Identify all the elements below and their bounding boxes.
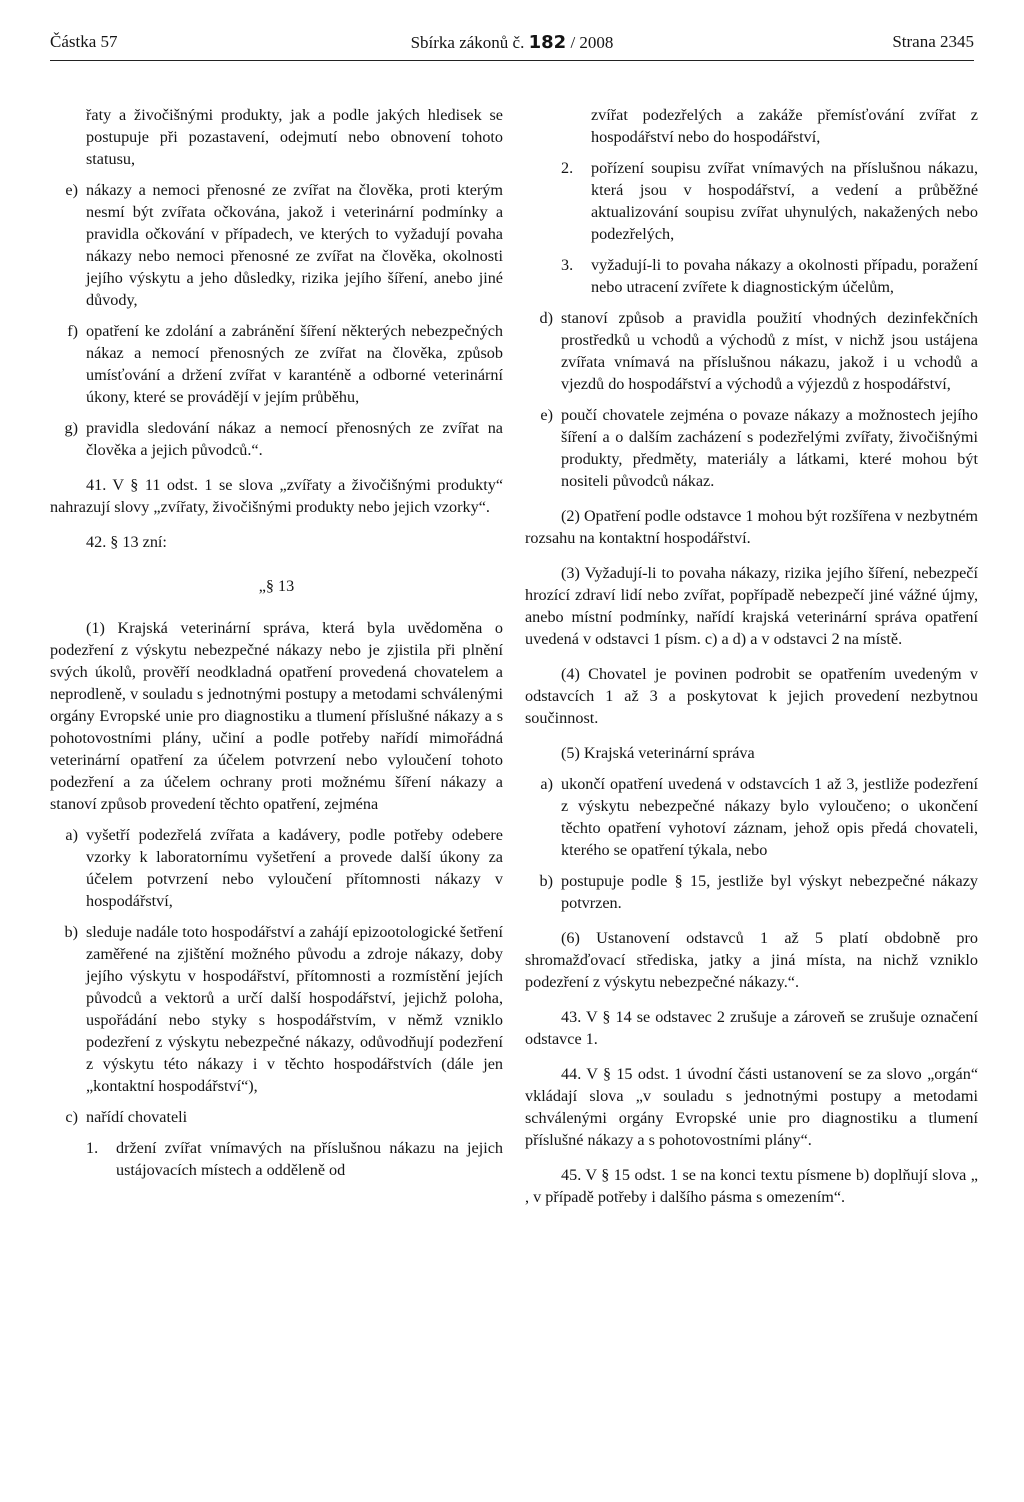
list-item-text: poučí chovatele zejména o povaze nákazy a možnostech jejího šíření a o dalším zacházení s podezřelými zvířaty, živočišnými produkty, předměty, materiály a látkami, které mohou být nositeli původců nákaz. [561,406,978,490]
list-item-text: sleduje nadále toto hospodářství a zahájí epizootologické šetření zaměřené na zjištění možného původu a zdroje nákazy, doby jejího výskytu v hospodářství, přítomnosti a rozmístění jejích původců a vektorů a určí další hospodářství, jejichž poloha, uspořádání nebo styky s hospodářstvím, v němž vzniklo podezření z výskytu nebezpečné nákazy, odůvodňují podezření z výskytu této nákazy i v těchto hospodářstvích (dále jen „kontaktní hospodářství“), [86,923,503,1095]
section-paragraph-1: (1) Krajská veterinární správa, která byla uvědoměna o podezření z výskytu nebezpečné nákazy nebo je zjistila při plnění svých úkolů, prověří neodkladná opatření provedená chovatelem a neprodleně, v souladu s jednotnými postupy a metodami schválenými orgány Evropské unie pro diagnostiku a tlumení příslušné nákazy a s pohotovostními plány, učiní a podle potřeby nařídí mimořádná veterinární opatření za účelem potvrzení nebo vyloučení tohoto podezření a za účelem ochrany proti možnému šíření nákazy a stanoví způsob provedení těchto opatření, zejména [50,619,503,813]
sub-item-text: držení zvířat vnímavých na příslušnou nákazu na jejich ustájovacích místech a odděleně od [116,1139,503,1179]
list-item-text: stanoví způsob a pravidla použití vhodných dezinfekčních prostředků u vchodů a východů z míst, v nichž jsou ustájena zvířata vnímavá na příslušnou nákazu, jakož i u vchodů a vjezdů do hospodářství a východů a výjezdů z hospodářství, [561,309,978,393]
sub-list-marker: 2. [561,159,574,177]
sub-item-continuation: zvířat podezřelých a zakáže přemísťování zvířat z hospodářství nebo do hospodářství, [591,106,978,146]
list-item-d [525,307,978,395]
sub-list-marker: 1. [86,1139,99,1157]
list-item-text: pravidla sledování nákaz a nemocí přenosných ze zvířat na člověka a jejich původců.“. [86,419,503,459]
list-item-f [50,320,503,408]
list-marker: b) [539,872,553,890]
list-marker: c) [65,1108,78,1126]
sub-item-2 [525,157,978,245]
list-item-a [50,824,503,912]
amendment-42: 42. § 13 zní: [86,533,167,551]
header-collection [50,32,974,53]
list-item-text: ukončí opatření uvedená v odstavcích 1 až 3, jestliže podezření z výskytu nebezpečné nákazy bylo vyloučeno; o ukončení těchto opatření vyhotoví záznam, jehož opis předá chovateli, kterého se opatření týkala, nebo [561,775,978,859]
list-marker: b) [64,923,78,941]
list-marker: e) [540,406,553,424]
section-paragraph-4: (4) Chovatel je povinen podrobit se opatřením uvedeným v odstavcích 1 až 3 a poskytovat k jejich provedení nezbytnou součinnost. [525,665,978,727]
list-marker: a) [540,775,553,793]
list-item-a [525,773,978,861]
list-item-text: nařídí chovateli [86,1108,188,1126]
header-collection-prefix: Sbírka zákonů č. [410,33,525,52]
list-item-e [50,179,503,311]
page-header [50,32,974,62]
header-year: / 2008 [570,33,614,52]
list-marker: f) [67,322,78,340]
amendment-44: 44. V § 15 odst. 1 úvodní části ustanovení se za slovo „orgán“ vkládají slova „v souladu s jednotnými postupy a metodami schválenými orgány Evropské unie pro diagnostiku a tlumení příslušné nákazy a s pohotovostními plány“. [525,1065,978,1149]
section-title: „§ 13 [258,577,295,595]
sub-item-1 [50,1137,503,1181]
list-marker: g) [64,419,78,437]
list-marker: a) [65,826,78,844]
list-item-text: opatření ke zdolání a zabránění šíření některých nebezpečných nákaz a nemocí přenosných ze zvířat na člověka, způsob umísťování a držení zvířat v karanténě a odborné veterinární úkony, které se provádějí v jejím průběhu, [86,322,503,406]
amendment-41: 41. V § 11 odst. 1 se slova „zvířaty a živočišnými produkty“ nahrazují slovy „zvířaty, živočišnými produkty nebo jejich vzorky“. [50,476,503,516]
header-law-number: 182 [528,32,567,53]
header-issue: Částka 57 [50,32,118,51]
list-item-c [50,1106,503,1128]
list-item-text: nákazy a nemoci přenosné ze zvířat na člověka, proti kterým nesmí být zvířata očkována, jakož i veterinární podmínky a pravidla očkování v případech, ve kterých to vyžadují povaha nákazy nebo nemoci přenosné ze zvířat na člověka, okolnosti jejího výskytu a jeho důsledky, rizika jejího šíření, anebo jiné důvody, [86,181,503,309]
sub-item-text: vyžadují-li to povaha nákazy a okolnosti případu, poražení nebo utracení zvířete k diagnostickým účelům, [591,256,978,296]
sub-list-marker: 3. [561,256,574,274]
right-column [525,104,978,1208]
list-item-text: postupuje podle § 15, jestliže byl výskyt nebezpečné nákazy potvrzen. [561,872,978,912]
paragraph-continuation: řaty a živočišnými produkty, jak a podle jakých hledisek se postupuje při pozastavení, odejmutí nebo obnovení tohoto statusu, [86,106,503,168]
section-paragraph-5: (5) Krajská veterinární správa [561,744,755,762]
section-paragraph-6: (6) Ustanovení odstavců 1 až 5 platí obdobně pro shromažďovací střediska, jatky a jiná místa, na nichž vzniklo podezření z výskytu nebezpečné nákazy.“. [525,929,978,991]
section-paragraph-3: (3) Vyžadují-li to povaha nákazy, rizika jejího šíření, nebezpečí hrozící zdraví lidí nebo zvířat, popřípadě nebezpečí jiné vážné újmy, anebo místní podmínky, nařídí krajská veterinární správa opatření uvedená v odstavci 1 písm. c) a d) a v odstavci 2 na místě. [525,564,978,648]
sub-item-text: pořízení soupisu zvířat vnímavých na příslušnou nákazu, která jsou v hospodářství, a vedení a průběžné aktualizování soupisu zvířat uhynulých, nakažených nebo podezřelých, [591,159,978,243]
header-page-number: Strana 2345 [892,32,974,51]
left-column [50,104,503,1181]
amendment-43: 43. V § 14 se odstavec 2 zrušuje a zároveň se zrušuje označení odstavce 1. [525,1008,978,1048]
list-item-g [50,417,503,461]
list-marker: d) [539,309,553,327]
section-paragraph-2: (2) Opatření podle odstavce 1 mohou být rozšířena v nezbytném rozsahu na kontaktní hospodářství. [525,507,978,547]
list-marker: e) [65,181,78,199]
amendment-45: 45. V § 15 odst. 1 se na konci textu písmene b) doplňují slova „ , v případě potřeby i dalšího pásma s omezením“. [525,1166,978,1206]
sub-item-3 [525,254,978,298]
list-item-b [525,870,978,914]
list-item-b [50,921,503,1097]
header-rule [50,60,974,61]
list-item-e [525,404,978,492]
list-item-text: vyšetří podezřelá zvířata a kadávery, podle potřeby odebere vzorky k laboratornímu vyšetření a provede další úkony za účelem potvrzení nebo vyloučení přítomnosti nákazy v hospodářství, [86,826,503,910]
